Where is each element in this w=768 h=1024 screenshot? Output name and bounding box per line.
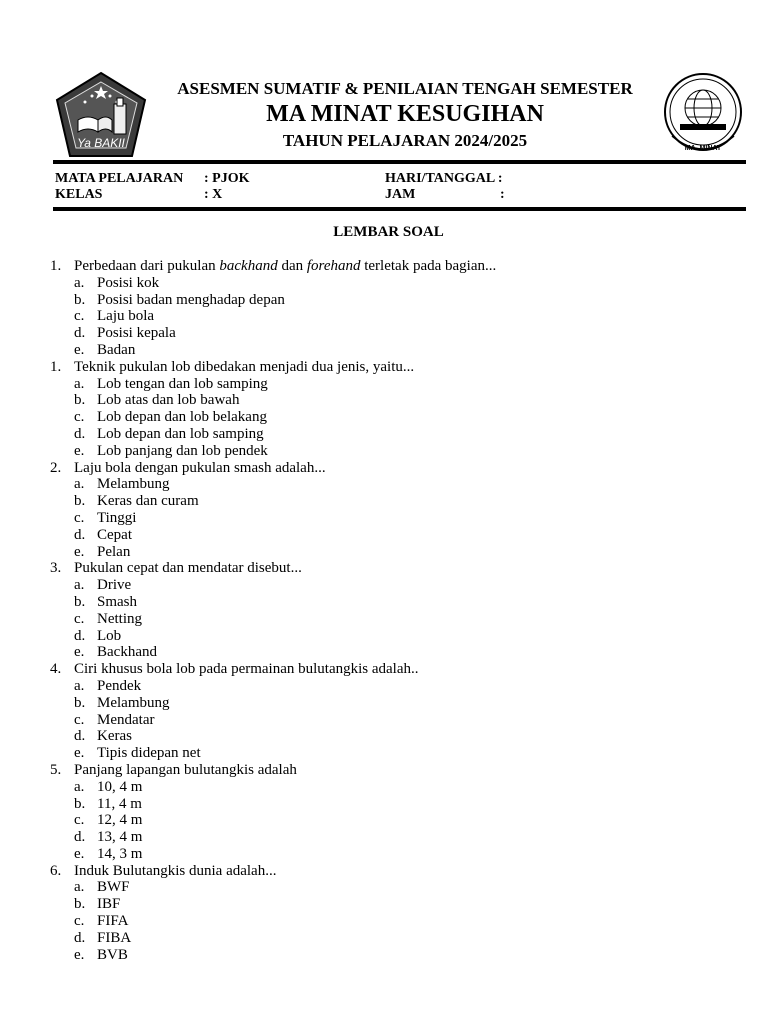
option-text: Pelan	[97, 543, 131, 560]
option-text: BWF	[97, 879, 130, 896]
option-text: FIFA	[97, 913, 129, 930]
question-number: 3.	[50, 560, 62, 577]
answer-option	[50, 342, 496, 359]
option-text: Tinggi	[97, 509, 137, 526]
option-text: Smash	[97, 593, 138, 610]
option-letter: d.	[74, 325, 86, 342]
option-letter: c.	[74, 812, 85, 829]
answer-option	[50, 527, 496, 544]
option-letter: d.	[74, 526, 86, 543]
answer-option	[50, 594, 496, 611]
option-text: Tipis didepan net	[97, 745, 201, 762]
option-letter: c.	[74, 509, 85, 526]
option-text: Melambung	[97, 694, 170, 711]
option-letter: d.	[74, 425, 86, 442]
option-text: 14, 3 m	[97, 845, 143, 862]
question	[50, 661, 496, 678]
question-number: 6.	[50, 862, 62, 879]
info-divider	[53, 207, 746, 211]
answer-option	[50, 577, 496, 594]
answer-option	[50, 392, 496, 409]
answer-option	[50, 376, 496, 393]
answer-option	[50, 829, 496, 846]
answer-option	[50, 695, 496, 712]
option-letter: e.	[74, 341, 85, 358]
option-letter: c.	[74, 409, 85, 426]
option-letter: e.	[74, 644, 85, 661]
answer-option	[50, 476, 496, 493]
option-text: Lob depan dan lob samping	[97, 425, 264, 442]
question-list	[50, 258, 496, 963]
answer-option	[50, 812, 496, 829]
subject-value: : PJOK	[204, 171, 250, 186]
option-text: Melambung	[97, 476, 170, 493]
svg-text:MA. MINAT: MA. MINAT	[684, 145, 722, 152]
option-letter: b.	[74, 694, 86, 711]
option-text: BVB	[97, 946, 128, 963]
option-letter: c.	[74, 610, 85, 627]
option-text: 11, 4 m	[97, 795, 142, 812]
option-text: Pendek	[97, 677, 142, 694]
option-letter: a.	[74, 879, 85, 896]
class-label: KELAS	[55, 187, 103, 202]
option-letter: e.	[74, 946, 85, 963]
answer-option	[50, 947, 496, 964]
option-text: Drive	[97, 577, 132, 594]
answer-option	[50, 426, 496, 443]
question	[50, 863, 496, 880]
option-letter: d.	[74, 829, 86, 846]
madrasah-seal-logo	[656, 70, 750, 160]
option-letter: d.	[74, 728, 86, 745]
answer-option	[50, 628, 496, 645]
option-letter: a.	[74, 778, 85, 795]
answer-option	[50, 779, 496, 796]
time-label: JAM	[385, 187, 416, 202]
question-text: Panjang lapangan bulutangkis adalah	[74, 761, 297, 778]
option-letter: e.	[74, 845, 85, 862]
option-text: Cepat	[97, 526, 132, 543]
option-letter: a.	[74, 375, 85, 392]
option-text: Badan	[97, 341, 136, 358]
answer-option	[50, 846, 496, 863]
option-letter: c.	[74, 711, 85, 728]
question	[50, 359, 496, 376]
option-text: Posisi kepala	[97, 325, 176, 342]
option-text: Lob atas dan lob bawah	[97, 392, 240, 409]
question-number: 4.	[50, 661, 62, 678]
header-divider	[53, 160, 746, 164]
option-text: Laju bola	[97, 308, 155, 325]
answer-option	[50, 879, 496, 896]
option-letter: a.	[74, 476, 85, 493]
question-number: 1.	[50, 358, 62, 375]
option-text: 12, 4 m	[97, 812, 143, 829]
answer-option	[50, 930, 496, 947]
option-letter: e.	[74, 543, 85, 560]
option-text: Posisi kok	[97, 274, 160, 291]
question-text: Perbedaan dari pukulan backhand dan forehand terletak pada bagian...	[74, 258, 497, 274]
question	[50, 258, 496, 275]
question-text: Ciri khusus bola lob pada permainan bulutangkis adalah..	[74, 661, 419, 678]
option-letter: d.	[74, 929, 86, 946]
option-letter: b.	[74, 795, 86, 812]
exam-title: ASESMEN SUMATIF & PENILAIAN TENGAH SEMESTER	[177, 79, 633, 98]
date-label: HARI/TANGGAL :	[385, 171, 503, 186]
answer-option	[50, 796, 496, 813]
option-text: Keras dan curam	[97, 493, 199, 510]
question-text: Laju bola dengan pukulan smash adalah...	[74, 459, 326, 476]
option-letter: c.	[74, 913, 85, 930]
class-value: : X	[204, 187, 223, 202]
option-text: 10, 4 m	[97, 778, 143, 795]
question-number: 5.	[50, 761, 62, 778]
option-letter: b.	[74, 291, 86, 308]
option-text: IBF	[97, 896, 121, 913]
option-text: Keras	[97, 728, 132, 745]
option-letter: a.	[74, 577, 85, 594]
answer-option	[50, 544, 496, 561]
school-foundation-logo	[54, 70, 148, 160]
question-text: Teknik pukulan lob dibedakan menjadi dua jenis, yaitu...	[74, 358, 415, 375]
option-text: Lob panjang dan lob pendek	[97, 442, 268, 459]
subject-label: MATA PELAJARAN	[55, 171, 184, 186]
option-text: Lob tengan dan lob samping	[97, 375, 268, 392]
answer-option	[50, 745, 496, 762]
answer-option	[50, 510, 496, 527]
answer-option	[50, 292, 496, 309]
answer-option	[50, 275, 496, 292]
option-text: 13, 4 m	[97, 829, 143, 846]
answer-option	[50, 325, 496, 342]
question	[50, 560, 496, 577]
option-text: Netting	[97, 610, 142, 627]
answer-option	[50, 896, 496, 913]
option-letter: b.	[74, 896, 86, 913]
question-number: 1.	[50, 258, 62, 274]
option-letter: a.	[74, 677, 85, 694]
answer-option	[50, 443, 496, 460]
option-text: Backhand	[97, 644, 157, 661]
answer-option	[50, 611, 496, 628]
option-letter: c.	[74, 308, 85, 325]
option-text: Lob depan dan lob belakang	[97, 409, 267, 426]
svg-text:Ya BAKII: Ya BAKII	[77, 136, 125, 150]
answer-option	[50, 678, 496, 695]
option-letter: e.	[74, 745, 85, 762]
option-letter: b.	[74, 392, 86, 409]
question-text: Pukulan cepat dan mendatar disebut...	[74, 560, 302, 577]
time-colon: :	[500, 187, 505, 202]
question	[50, 762, 496, 779]
answer-option	[50, 308, 496, 325]
option-letter: b.	[74, 593, 86, 610]
option-letter: a.	[74, 274, 85, 291]
academic-year: TAHUN PELAJARAN 2024/2025	[282, 131, 528, 150]
option-letter: d.	[74, 627, 86, 644]
option-text: FIBA	[97, 929, 132, 946]
answer-option	[50, 913, 496, 930]
sheet-title: LEMBAR SOAL	[333, 224, 444, 240]
answer-option	[50, 493, 496, 510]
answer-option	[50, 644, 496, 661]
answer-option	[50, 728, 496, 745]
option-letter: e.	[74, 442, 85, 459]
option-text: Lob	[97, 627, 122, 644]
school-name: MA MINAT KESUGIHAN	[266, 101, 544, 127]
option-text: Posisi badan menghadap depan	[97, 291, 285, 308]
question	[50, 460, 496, 477]
answer-option	[50, 712, 496, 729]
question-number: 2.	[50, 459, 62, 476]
answer-option	[50, 409, 496, 426]
option-letter: b.	[74, 493, 86, 510]
question-text: Induk Bulutangkis dunia adalah...	[74, 862, 277, 879]
option-text: Mendatar	[97, 711, 155, 728]
